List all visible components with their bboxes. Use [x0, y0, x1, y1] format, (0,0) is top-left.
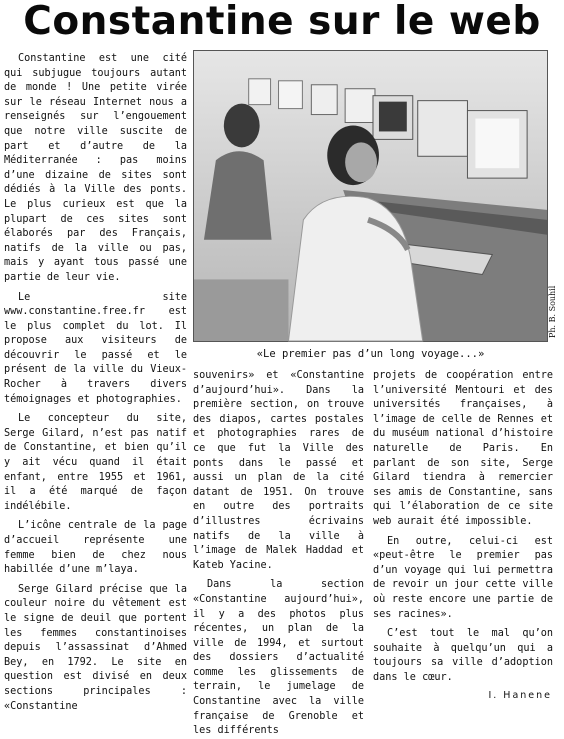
paragraph: L’icône centrale de la page d’accueil représente une femme bien de chez nous habillée d’une m’laya. — [4, 520, 187, 576]
paragraph: C’est tout le mal qu’on souhaite à quelqu’un qui a toujours sa ville d’adoption dans le cœur. — [373, 628, 553, 683]
paragraph: Serge Gilard précise que la couleur noire du vêtement est le signe de deuil que portent les femmes constantinoises depuis l’assassinat d’Ahmed Bey, en 1792. Le site en question est divisé en deux sections principales : «Constantine — [4, 583, 187, 712]
author-signature: I. Hanene — [488, 690, 552, 701]
paragraph: Constantine est une cité qui subjugue toujours autant de monde ! Une petite virée sur le réseau Internet nous a renseignés sur l’engouement que notre ville suscite de part et d’autre de la Méditerranée : pas moins d’une dizaine de sites sont dédiés à la Ville des ponts. Le plus curieux est que la plupart de ces sites sont élaborés par des Français, natifs de la ville ou pas, mais y ayant tous passé une partie de leur vie. — [4, 53, 187, 283]
paragraph: En outre, celui-ci est «peut-être le premier pas d’un voyage qui lui permettra de revoir un jour cette ville où reste encore une partie de ses racines». — [373, 535, 553, 620]
paragraph: Le concepteur du site, Serge Gilard, n’est pas natif de Constantine, et bien qu’il y ait vécu quand il était enfant, entre 1955 et 1961, il a été marqué de façon indélébile. — [4, 413, 187, 512]
article-column-2 — [193, 369, 364, 739]
photo-credit: Ph. B. Souhil — [548, 285, 557, 338]
paragraph: souvenirs» et «Constantine d’aujourd’hui». Dans la première section, on trouve des diapos, cartes postales et photographies rares de ce que fut la Ville des ponts dans le passé et aussi un plan de la cité datant de 1951. On trouve en outre des portraits d’illustres écrivains natifs de la ville à l’image de Malek Haddad et Kateb Yacine. — [193, 370, 364, 571]
paragraph: projets de coopération entre l’université Mentouri et des universités françaises, à l’image de celle de Rennes et du muséum national d’histoire naturelle de Paris. En parlant de son site, Serge Gilard tiendra à remercier ses amis de Constantine, sans qui l’élaboration de ce site web aurait été impossible. — [373, 370, 553, 527]
photo-illustration — [194, 51, 547, 341]
photo-caption: «Le premier pas d’un long voyage...» — [256, 348, 485, 360]
article-column-1 — [4, 52, 187, 714]
paragraph: Dans la section «Constantine aujourd’hui», il y a des photos plus récentes, un plan de la ville de 1994, et surtout des dossiers d’actualité comme les glissements de terrain, le jumelage de Constantine avec la ville française de Grenoble et les différents — [193, 579, 364, 737]
article-photo — [193, 50, 548, 342]
article-column-3 — [373, 369, 553, 685]
paragraph: Le site www.constantine.free.fr est le plus complet du lot. Il propose aux visiteurs de découvrir le passé et le présent de la ville du Vieux-Rocher à travers divers témoignages et photographies. — [4, 291, 187, 405]
headline: Constantine sur le web — [23, 0, 541, 44]
